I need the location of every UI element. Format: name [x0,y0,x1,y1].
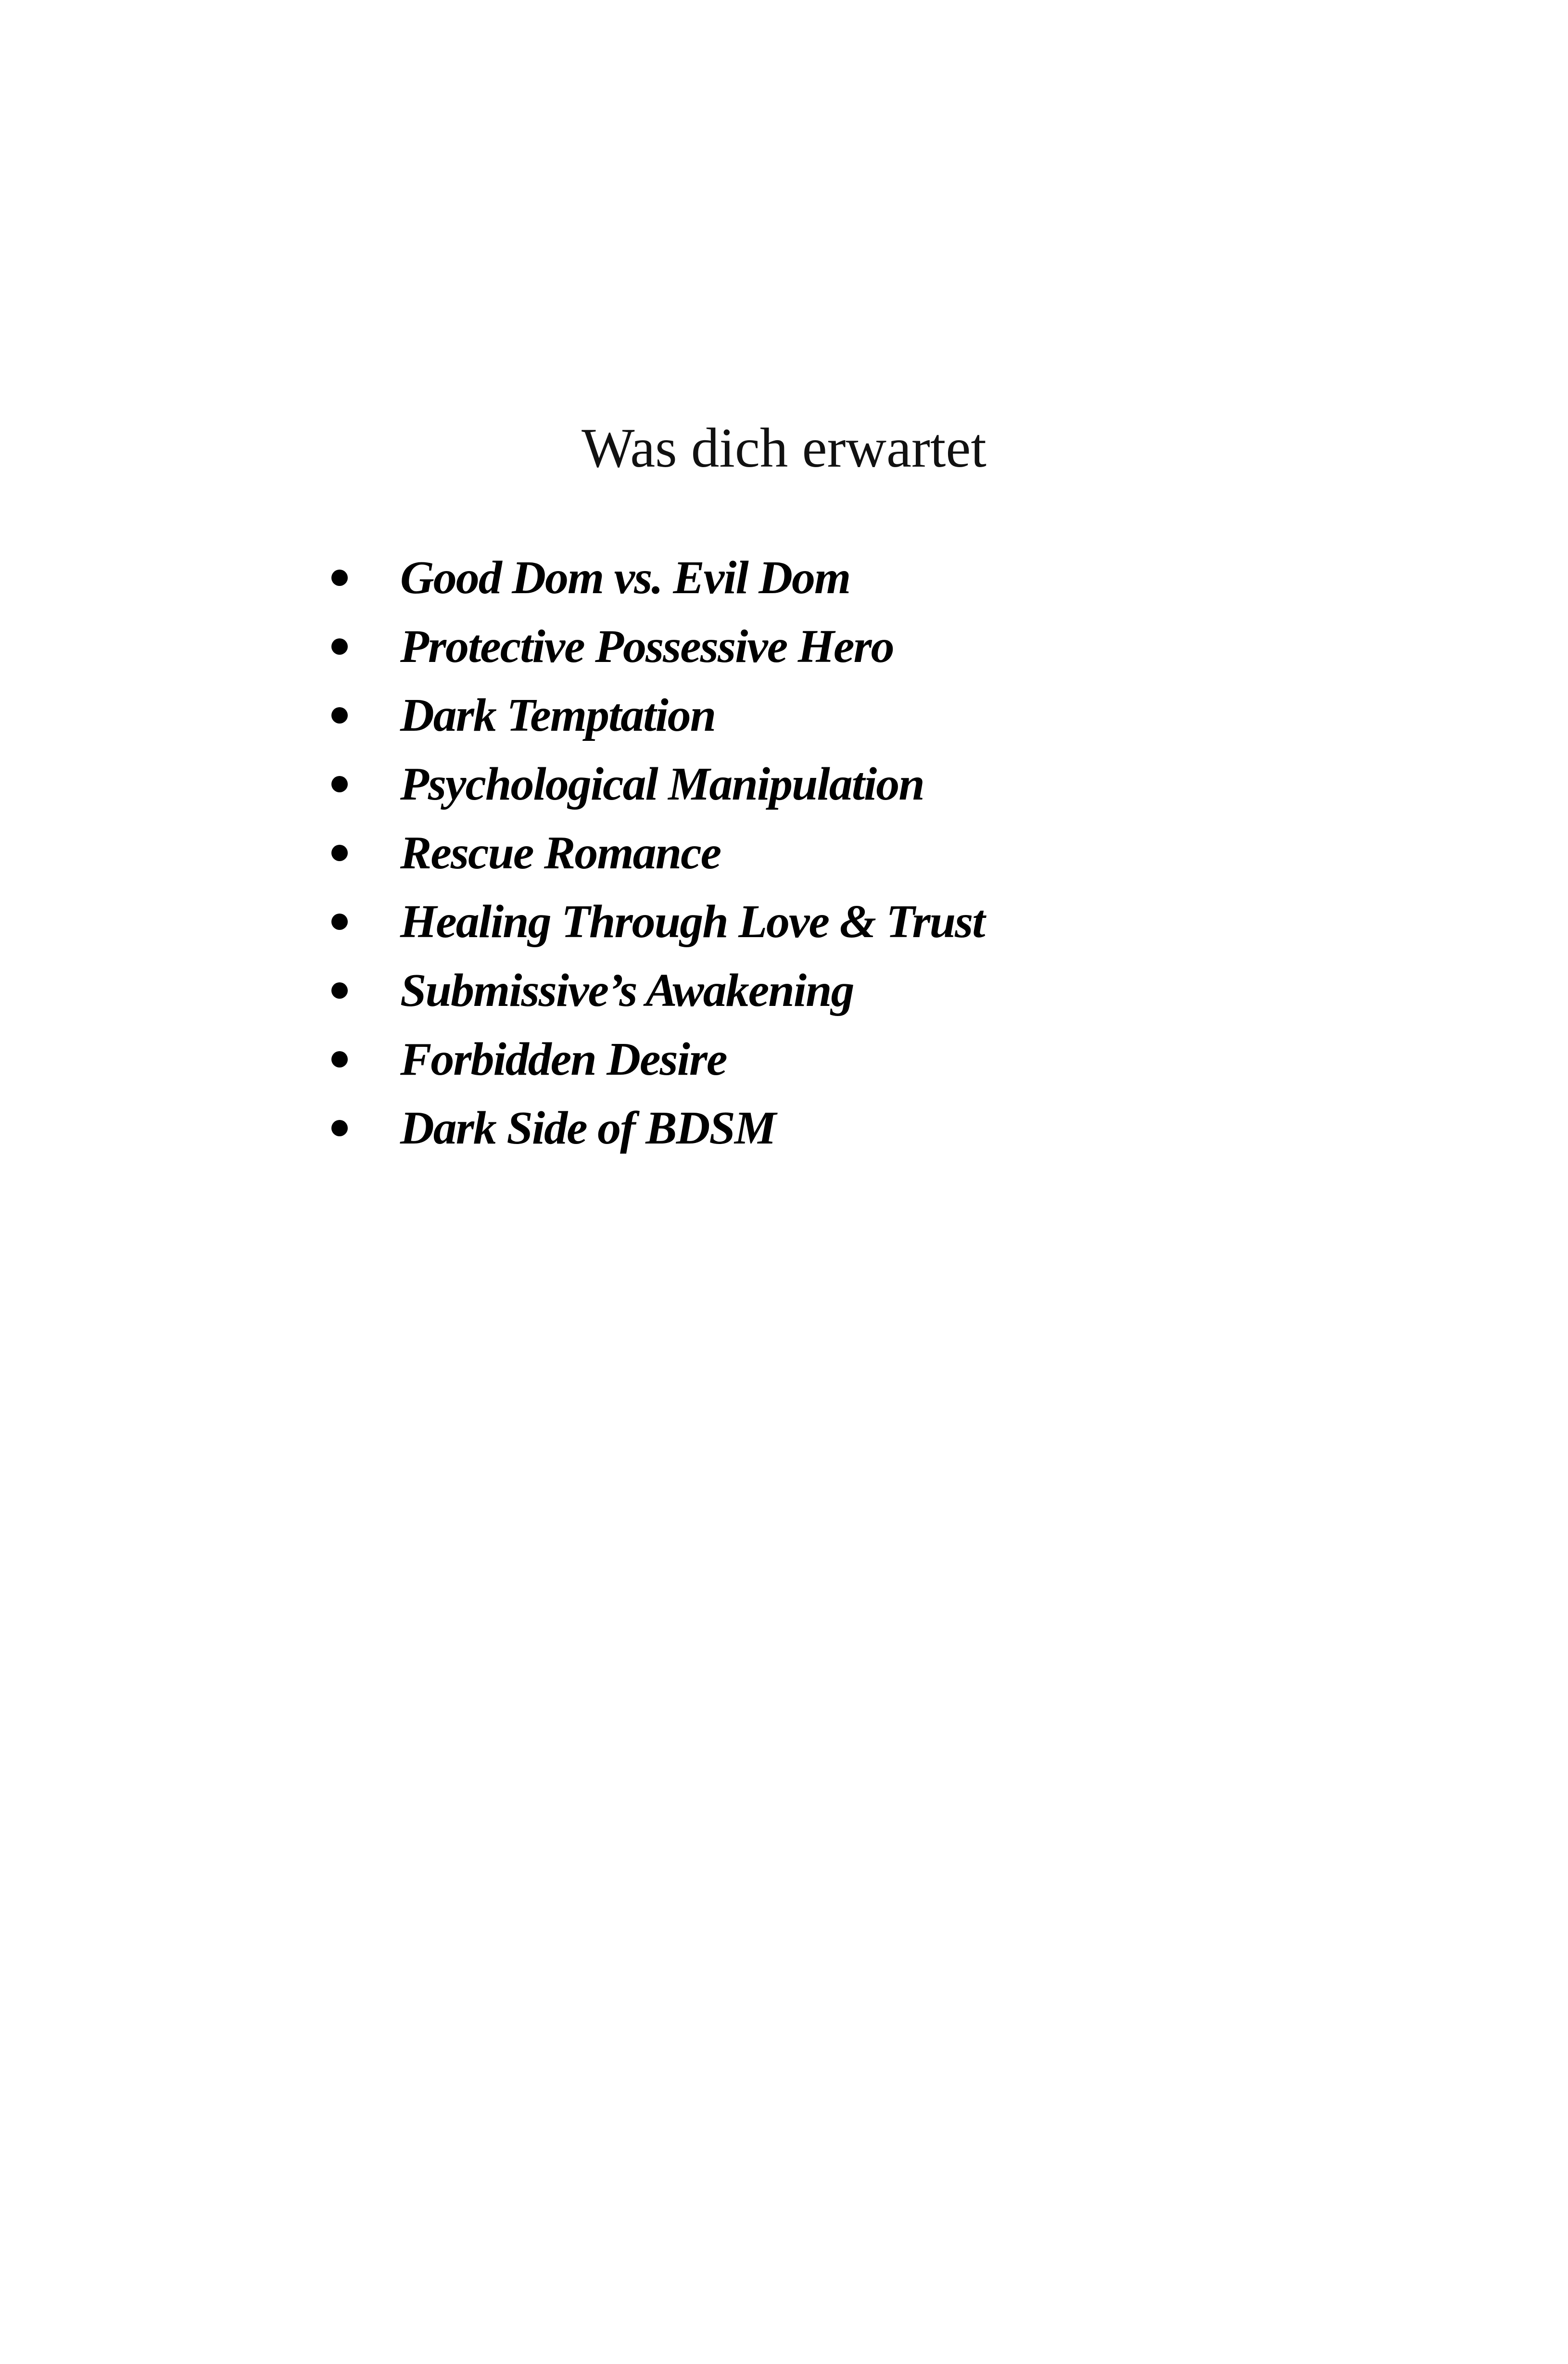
topic-item [0,1098,1154,1167]
bullet-icon [331,570,348,586]
topic-label: Submissive’s Awakening [400,965,854,1017]
bullet-icon [331,1120,348,1136]
topic-label: Healing Through Love & Trust [400,896,985,948]
topic-item [0,547,1154,616]
topic-item [0,616,1154,685]
topic-label: Dark Side of BDSM [400,1102,776,1154]
topic-list [0,547,1154,1167]
bullet-icon [331,914,348,930]
topic-label: Good Dom vs. Evil Dom [400,552,850,604]
topic-label: Forbidden Desire [400,1033,727,1085]
topic-item [0,685,1154,754]
bullet-icon [331,982,348,999]
topic-item [0,960,1154,1029]
bullet-icon [331,638,348,655]
topic-label: Dark Temptation [400,689,716,741]
topic-label: Rescue Romance [400,827,721,879]
topic-label: Protective Possessive Hero [400,621,894,673]
bullet-icon [331,776,348,792]
bullet-icon [331,707,348,724]
page-title: Was dich erwartet [582,417,986,479]
topic-item [0,823,1154,891]
bullet-icon [331,845,348,861]
topic-label: Psychological Manipulation [400,758,924,810]
topic-item [0,754,1154,823]
bullet-icon [331,1051,348,1068]
topic-item [0,1029,1154,1098]
topic-item [0,891,1154,960]
